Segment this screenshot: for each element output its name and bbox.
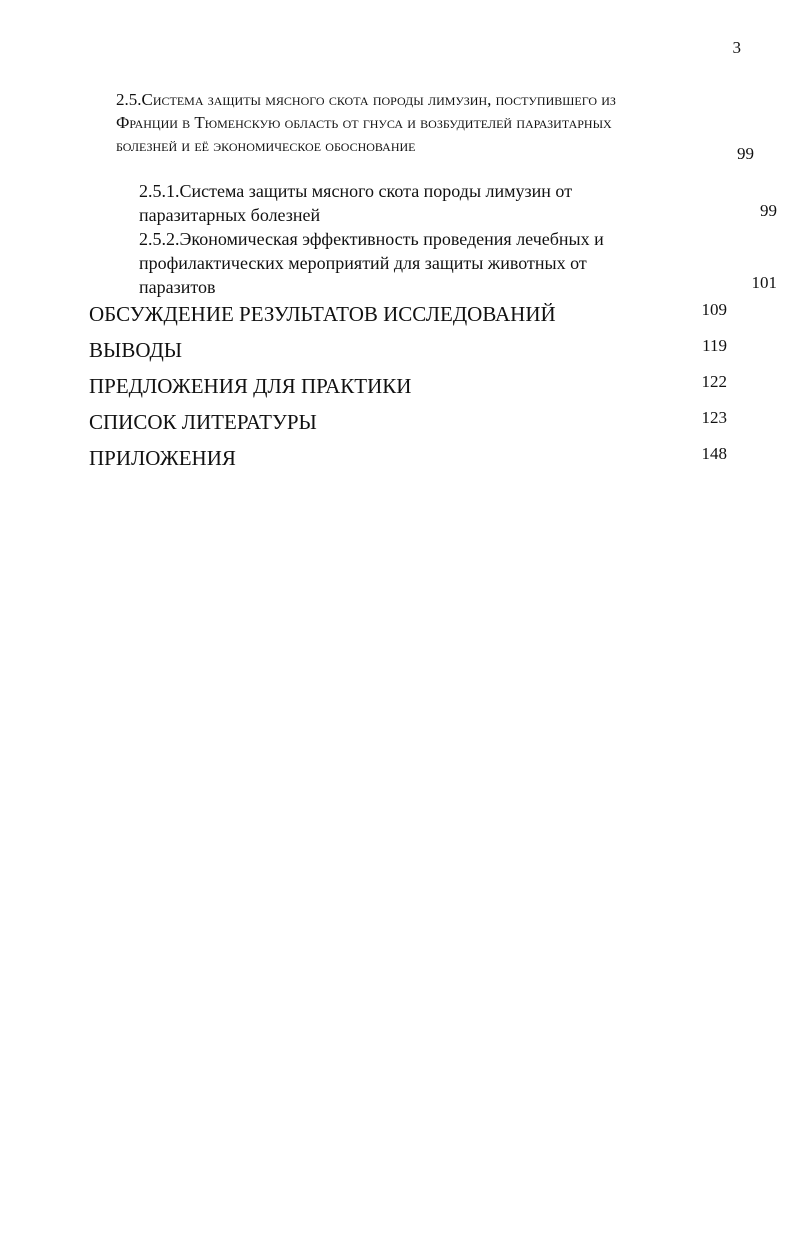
toc-entry-page: 99 bbox=[737, 144, 754, 163]
toc-entry-2-5[interactable] bbox=[89, 88, 756, 163]
toc-entry-page: 122 bbox=[701, 372, 727, 391]
toc-entry-conclusions[interactable] bbox=[89, 337, 729, 363]
toc-entry-page: 101 bbox=[751, 273, 777, 292]
toc-entry-title: ВЫВОДЫ bbox=[89, 338, 183, 362]
toc-entry-title: ОБСУЖДЕНИЕ РЕЗУЛЬТАТОВ ИССЛЕДОВАНИЙ bbox=[89, 302, 556, 326]
toc-entry-2-5-2[interactable] bbox=[89, 227, 779, 299]
toc-entry-discussion[interactable] bbox=[89, 301, 729, 327]
toc-entry-appendices[interactable] bbox=[89, 445, 729, 471]
toc-entry-references[interactable] bbox=[89, 409, 729, 435]
toc-entry-title: СПИСОК ЛИТЕРАТУРЫ bbox=[89, 410, 317, 434]
toc-entry-title: 2.5.2.Экономическая эффективность проведения лечебных и профилактических мероприятий для защиты животных от паразитов bbox=[139, 229, 604, 297]
toc-entry-page: 148 bbox=[701, 444, 727, 463]
toc-entry-title: ПРЕДЛОЖЕНИЯ ДЛЯ ПРАКТИКИ bbox=[89, 374, 412, 398]
toc-entry-title: 2.5.Система защиты мясного скота породы лимузин, поступившего из Франции в Тюменскую область от гнуса и возбудителей паразитарных болезней и её экономическое обоснование bbox=[116, 90, 616, 155]
table-of-contents bbox=[89, 88, 777, 471]
toc-entry-title: 2.5.1.Система защиты мясного скота породы лимузин от паразитарных болезней bbox=[139, 181, 573, 225]
toc-entry-proposals[interactable] bbox=[89, 373, 729, 399]
toc-entry-2-5-1[interactable] bbox=[89, 179, 779, 227]
page-number: 3 bbox=[732, 38, 741, 57]
toc-entry-page: 99 bbox=[760, 201, 777, 220]
toc-entry-page: 123 bbox=[701, 408, 727, 427]
toc-entry-page: 119 bbox=[702, 336, 727, 355]
toc-entry-page: 109 bbox=[701, 300, 727, 319]
toc-entry-title: ПРИЛОЖЕНИЯ bbox=[89, 446, 236, 470]
